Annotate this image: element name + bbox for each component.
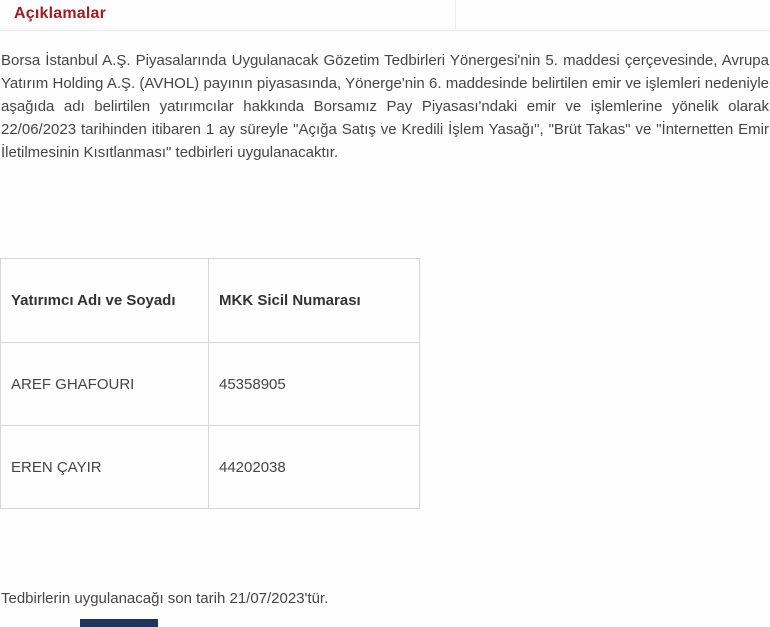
- announcement-paragraph: Borsa İstanbul A.Ş. Piyasalarında Uygulanacak Gözetim Tedbirleri Yönergesi'nin 5. maddesi çerçevesinde, Avrupa Yatırım Holding A.Ş. (AVHOL) payının piyasasında, Yönerge'nin 6. maddesinde belirtilen emir ve işlemleri nedeniyle aşağıda adı belirtilen yatırımcılar hakkında Borsamız Pay Piyasası'ndaki emir ve işlemlerine yönelik olarak 22/06/2023 tarihinden itibaren 1 ay süreyle "Açığa Satış ve Kredili İşlem Yasağı", "Brüt Takas" ve "İnternetten Emir İletilmesinin Kısıtlanması" tedbirleri uygulanacaktır.: [1, 52, 769, 161]
- header-vertical-divider: [455, 0, 456, 31]
- column-header-mkk-number: MKK Sicil Numarası: [209, 259, 420, 343]
- page-title: Açıklamalar: [14, 5, 107, 22]
- investor-name-cell: EREN ÇAYIR: [1, 426, 209, 509]
- investors-table: [0, 258, 420, 509]
- page-header: [0, 0, 770, 31]
- table-row: [1, 343, 420, 426]
- table-header-row: [1, 259, 420, 343]
- footer-bar-partial: [80, 619, 158, 627]
- column-header-investor-name: Yatırımcı Adı ve Soyadı: [1, 259, 209, 343]
- deadline-note: Tedbirlerin uygulanacağı son tarih 21/07/2023'tür.: [1, 590, 329, 607]
- investor-name-cell: AREF GHAFOURI: [1, 343, 209, 426]
- mkk-number-cell: 45358905: [209, 343, 420, 426]
- table-row: [1, 426, 420, 509]
- mkk-number-cell: 44202038: [209, 426, 420, 509]
